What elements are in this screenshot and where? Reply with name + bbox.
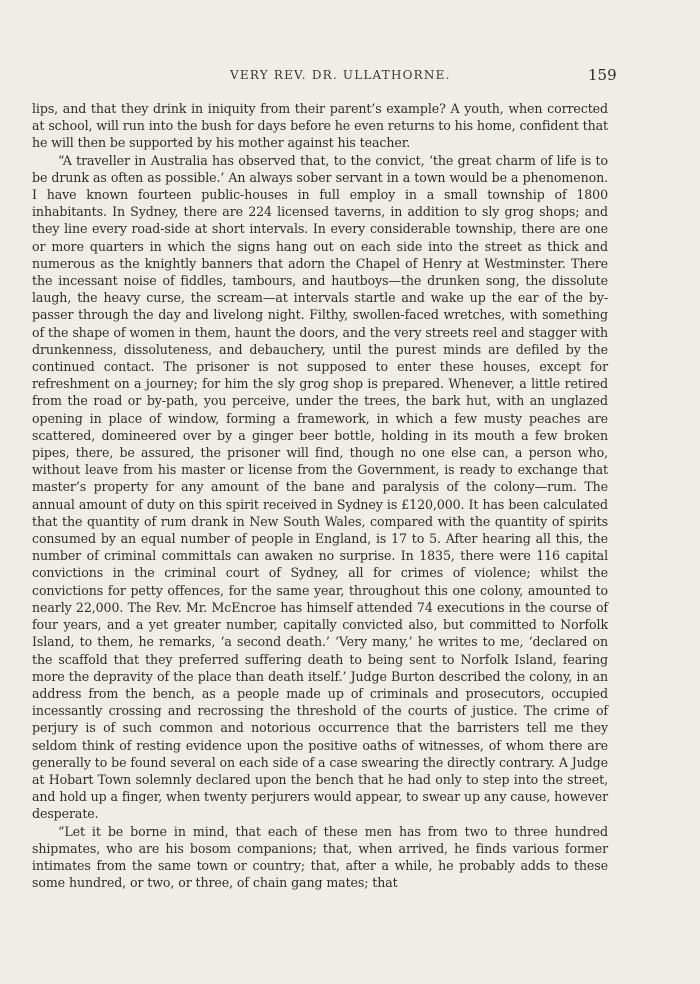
page-number: 159 <box>588 66 617 84</box>
running-head <box>0 68 700 90</box>
paragraph-continuation: lips, and that they drink in iniquity from their parent’s example? A youth, when corrected at school, will run into the bush for days before he even returns to his home, confident that he will then be supported by his mother against his teacher. <box>32 101 608 151</box>
body-text <box>32 100 608 891</box>
paragraph-shipmates: “Let it be borne in mind, that each of these men has from two to three hundred shipmates, who are his bosom companions; that, when arrived, he finds various former intimates from the same town or country; that, after a while, he probably adds to these some hundred, or two, or three, of chain gang mates; that <box>32 823 608 891</box>
paragraph-traveller-quote: “A traveller in Australia has observed that, to the convict, ‘the great charm of life is to be drunk as often as possible.’ An always sober servant in a town would be a phenomenon. I have known fourteen public-houses in full employ in a small township of 1800 inhabitants. In Sydney, there are 224 licensed taverns, in addition to sly grog shops; and they line every road-side at short intervals. In every considerable township, there are one or more quarters in which the signs hang out on each side into the street as thick and numerous as the knightly banners that adorn the Chapel of Henry at Westminster. There the incessant noise of fiddles, tambours, and hautboys—the drunken song, the dissolute laugh, the heavy curse, the scream—at intervals startle and wake up the ear of the by-passer through the day and livelong night. Filthy, swollen-faced wretches, with something of the shape of women in them, haunt the doors, and the very streets reel and stagger with drunkenness, dissoluteness, and debauchery, until the purest minds are defiled by the continued contact. The prisoner is not supposed to enter these houses, except for refreshment on a journey; for him the sly grog shop is prepared. Whenever, a little retired from the road or by-path, you perceive, under the trees, the bark hut, with an unglazed opening in place of window, forming a framework, in which a few musty peaches are scattered, domineered over by a ginger beer bottle, holding in its mouth a few broken pipes, there, be assured, the prisoner will find, though no one else can, a person who, without leave from his master or license from the Government, is ready to exchange that master’s property for any amount of the bane and paralysis of the colony—rum. The annual amount of duty on this spirit received in Sydney is £120,000. It has been calculated that the quantity of rum drank in New South Wales, compared with the quantity of spirits consumed by an equal number of people in England, is 17 to 5. After hearing all this, the number of criminal committals can awaken no surprise. In 1835, there were 116 capital convictions in the criminal court of Sydney, all for crimes of violence; whilst the convictions for petty offences, for the same year, throughout this one colony, amounted to nearly 22,000. The Rev. Mr. McEncroe has himself attended 74 executions in the course of four years, and a yet greater number, capitally convicted also, but committed to Norfolk Island, to them, he remarks, ‘a second death.’ ‘Very many,’ he writes to me, ‘declared on the scaffold that they preferred suffering death to being sent to Norfolk Island, fearing more the depravity of the place than death itself.’ Judge Burton described the colony, in an address from the bench, as a people made up of criminals and prosecutors, occupied incessantly crossing and recrossing the threshold of the courts of justice. The crime of perjury is of such common and notorious occurrence that the barristers tell me they seldom think of resting evidence upon the positive oaths of witnesses, of whom there are generally to be found several on each side of a case swearing the directly contrary. A Judge at Hobart Town solemnly declared upon the bench that he had only to step into the street, and hold up a finger, when twenty perjurers would appear, to swear up any cause, however desperate. <box>32 152 608 822</box>
running-title: VERY REV. DR. ULLATHORNE. <box>230 68 451 82</box>
